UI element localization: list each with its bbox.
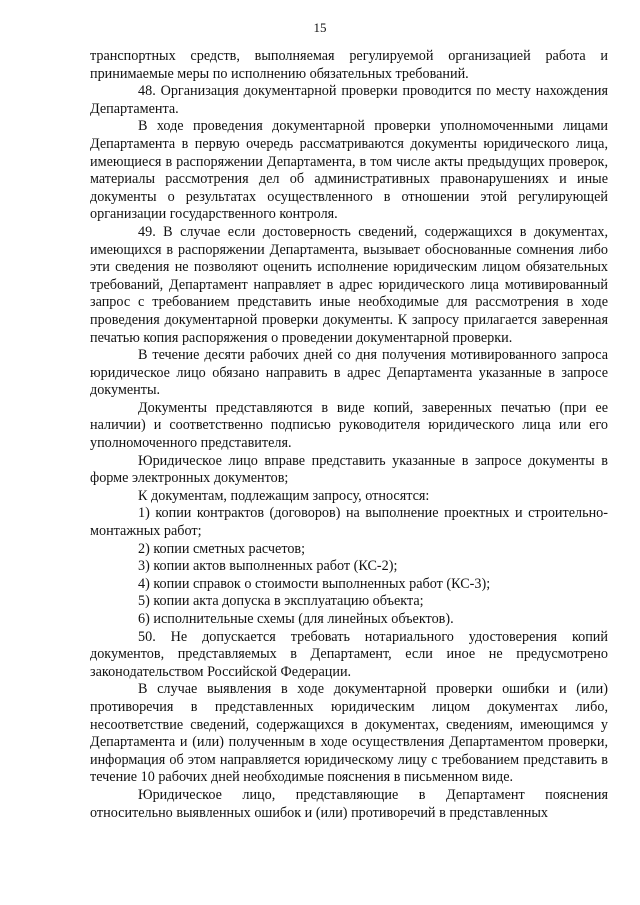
paragraph: В течение десяти рабочих дней со дня получения мотивированного запроса юридическое лицо обязано направить в адрес Департамента указанные в запросе документы. [90, 347, 608, 399]
paragraph: К документам, подлежащим запросу, относятся: [138, 487, 430, 504]
paragraph-item-50: 50. Не допускается требовать нотариального удостоверения копий документов, представляемых в Департамент, если иное не предусмотрено законодательством Российской Федерации. [90, 628, 608, 680]
page-number: 15 [313, 20, 327, 35]
list-item: 3) копии актов выполненных работ (КС-2); [138, 558, 398, 575]
paragraph-item-48: 48. Организация документарной проверки проводится по месту нахождения Департамента. [90, 83, 608, 117]
paragraph: В ходе проведения документарной проверки уполномоченными лицами Департамента в первую очередь рассматриваются документы юридического лица, имеющиеся в распоряжении Департамента, в том числе акты предыдущих проверок, материалы рассмотрения дел об административных правонарушениях и иные документы о результатах осуществленного в отношении этой регулирующей организации государственного контроля. [90, 118, 608, 223]
paragraph-item-49: 49. В случае если достоверность сведений, содержащихся в документах, имеющихся в распоряжении Департамента, вызывает обоснованные сомнения либо эти сведения не позволяют оценить исполнение юридическим лицом обязательных требований, Департамент направляет в адрес юридического лица мотивированный запрос с требованием представить иные необходимые для рассмотрения в ходе проведения документарной проверки документы. К запросу прилагается заверенная печатью копия распоряжения о проведении документарной проверки. [90, 223, 608, 346]
list-item: 2) копии сметных расчетов; [138, 540, 306, 557]
list-item: 4) копии справок о стоимости выполненных работ (КС-3); [138, 575, 491, 592]
paragraph: Юридическое лицо вправе представить указанные в запросе документы в форме электронных документов; [90, 452, 608, 487]
list-item: 5) копии акта допуска в эксплуатацию объекта; [138, 593, 424, 610]
list-item: 6) исполнительные схемы (для линейных объектов). [138, 611, 454, 627]
paragraph-continuation: транспортных средств, выполняемая регулируемой организацией работа и принимаемые меры по исполнению обязательных требований. [90, 48, 608, 82]
paragraph: Документы представляются в виде копий, заверенных печатью (при ее наличии) и соответственно подписью руководителя юридического лица или его уполномоченного представителя. [90, 399, 608, 452]
paragraph: Юридическое лицо, представляющие в Департамент пояснения относительно выявленных ошибок и (или) противоречий в представленных [90, 786, 608, 821]
document-body [90, 48, 608, 822]
list-item: 1) копии контрактов (договоров) на выполнение проектных и строительно-монтажных работ; [90, 505, 608, 540]
paragraph: В случае выявления в ходе документарной проверки ошибки и (или) противоречия в представленных юридическим лицом документах либо, несоответствие сведений, содержащихся в документах, сведениям, имеющимся у Департамента и (или) полученным в ходе осуществления Департаментом проверки, информация об этом направляется юридическому лицу с требованием представить в течение 10 рабочих дней необходимые пояснения в письменном виде. [90, 681, 608, 786]
